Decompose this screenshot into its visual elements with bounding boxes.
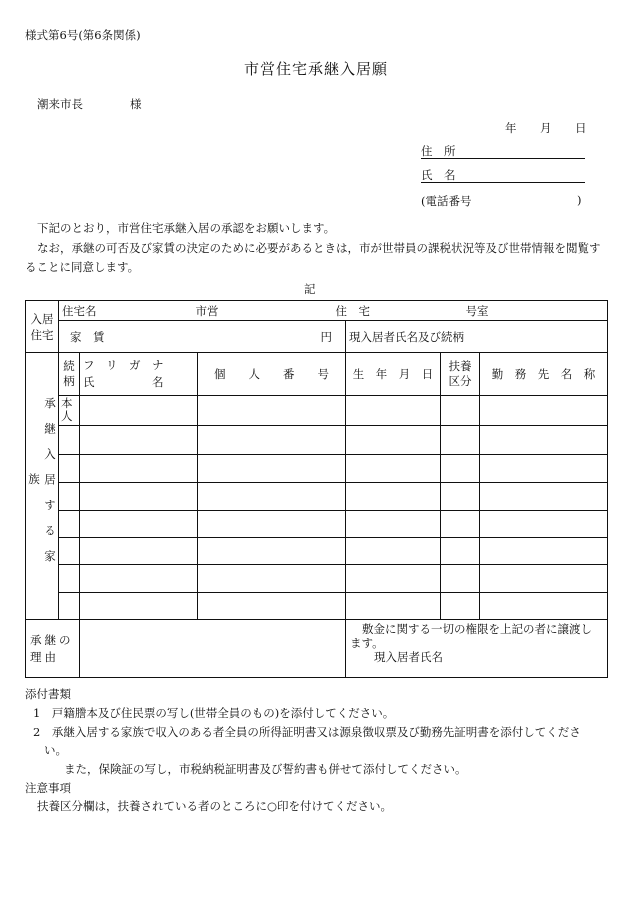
- number-cell[interactable]: [198, 565, 346, 593]
- name-cell[interactable]: [80, 455, 198, 483]
- relation-header: 続柄: [59, 353, 80, 396]
- dependent-cell[interactable]: [441, 396, 480, 426]
- room-label: 号室: [465, 303, 489, 318]
- name-cell[interactable]: [80, 396, 198, 426]
- name-cell[interactable]: [80, 593, 198, 620]
- name-cell[interactable]: [80, 426, 198, 455]
- birth-header: 生 年 月 日: [346, 353, 441, 396]
- address-label: 住 所: [421, 144, 456, 158]
- transfer-statement: [346, 620, 608, 678]
- table-row: [26, 538, 608, 565]
- housing-name-row[interactable]: [59, 301, 608, 321]
- workplace-cell[interactable]: [480, 426, 608, 455]
- dependent-cell[interactable]: [441, 483, 480, 511]
- dependent-cell[interactable]: [441, 538, 480, 565]
- paragraph-1: 下記のとおり，市営住宅承継入居の承認をお願いします。: [37, 221, 336, 235]
- table-row: [26, 426, 608, 455]
- number-cell[interactable]: [198, 426, 346, 455]
- name-cell[interactable]: [80, 565, 198, 593]
- name-cell[interactable]: [80, 483, 198, 511]
- relation-cell[interactable]: [59, 593, 80, 620]
- name-field[interactable]: [421, 167, 585, 183]
- phone-close: ): [577, 193, 582, 207]
- workplace-header: 勤 務 先 名 称: [480, 353, 608, 396]
- notes-heading: 注意事項: [25, 781, 71, 795]
- birth-cell[interactable]: [346, 511, 441, 538]
- table-row: [26, 593, 608, 620]
- relation-cell[interactable]: [59, 455, 80, 483]
- table-row: [26, 483, 608, 511]
- ki-label: 記: [304, 282, 316, 296]
- transfer-text: 敷金に関する一切の権限を上記の者に譲渡します。: [350, 622, 592, 650]
- relation-cell[interactable]: 本人: [59, 396, 80, 426]
- family-label: 承継入居する家族: [26, 353, 59, 620]
- dependent-cell[interactable]: [441, 426, 480, 455]
- relation-cell[interactable]: [59, 483, 80, 511]
- workplace-cell[interactable]: [480, 396, 608, 426]
- rent-label: 家 賃: [70, 329, 105, 344]
- address-field[interactable]: [421, 143, 585, 159]
- attachment-item-3: また，保険証の写し，市税納税証明書及び誓約書も併せて添付してください。: [64, 762, 467, 776]
- dependent-header: 扶養区分: [441, 353, 480, 396]
- jutaku-label: 住 宅: [335, 303, 370, 318]
- workplace-cell[interactable]: [480, 511, 608, 538]
- birth-cell[interactable]: [346, 538, 441, 565]
- name-cell[interactable]: [80, 511, 198, 538]
- dependent-cell[interactable]: [441, 455, 480, 483]
- attachment-item-2-cont: い。: [44, 743, 67, 757]
- housing-name-label: 住宅名: [62, 303, 97, 318]
- reason-field[interactable]: [80, 620, 346, 678]
- workplace-cell[interactable]: [480, 593, 608, 620]
- city-label: 市営: [195, 303, 219, 318]
- application-table: [25, 300, 608, 678]
- kanji-name-header: 氏 名: [83, 375, 164, 389]
- dependent-cell[interactable]: [441, 565, 480, 593]
- workplace-cell[interactable]: [480, 483, 608, 511]
- note-item-1: 扶養区分欄は，扶養されている者のところに○印を付けてください。: [37, 799, 393, 813]
- attachment-item-2: 2 承継入居する家族で収入のある者全員の所得証明書又は源泉徴収票及び勤務先証明書を添付してくださ: [33, 725, 581, 739]
- table-row: [26, 455, 608, 483]
- phone-label: (電話番号: [421, 194, 472, 208]
- table-row: [26, 565, 608, 593]
- date-day: 日: [575, 121, 587, 135]
- yen-label: 円: [320, 329, 332, 344]
- relation-cell[interactable]: [59, 565, 80, 593]
- birth-cell[interactable]: [346, 593, 441, 620]
- workplace-cell[interactable]: [480, 455, 608, 483]
- paragraph-3: ることに同意します。: [25, 260, 140, 274]
- current-resident-name-label: 現入居者氏名: [374, 650, 443, 664]
- table-row: [26, 396, 608, 426]
- date-year: 年: [505, 121, 517, 135]
- workplace-cell[interactable]: [480, 538, 608, 565]
- name-header: [80, 353, 198, 396]
- relation-cell[interactable]: [59, 538, 80, 565]
- number-cell[interactable]: [198, 538, 346, 565]
- current-resident-label: 現入居者氏名及び続柄: [346, 321, 608, 353]
- birth-cell[interactable]: [346, 483, 441, 511]
- page-title: 市営住宅承継入居願: [244, 60, 389, 78]
- relation-cell[interactable]: [59, 426, 80, 455]
- number-header: 個 人 番 号: [198, 353, 346, 396]
- number-cell[interactable]: [198, 511, 346, 538]
- reason-label: 承継の理由: [26, 620, 80, 678]
- workplace-cell[interactable]: [480, 565, 608, 593]
- form-number: 様式第6号(第6条関係): [25, 28, 141, 42]
- number-cell[interactable]: [198, 593, 346, 620]
- number-cell[interactable]: [198, 483, 346, 511]
- number-cell[interactable]: [198, 396, 346, 426]
- addressee-honorific: 様: [130, 97, 142, 111]
- addressee-name: 潮来市長: [37, 97, 83, 111]
- furigana-header: フ リ ガ ナ: [83, 358, 164, 372]
- relation-cell[interactable]: [59, 511, 80, 538]
- table-row: [26, 511, 608, 538]
- birth-cell[interactable]: [346, 426, 441, 455]
- dependent-cell[interactable]: [441, 593, 480, 620]
- residence-label: 入居住宅: [26, 301, 59, 353]
- name-label: 氏 名: [421, 168, 456, 182]
- birth-cell[interactable]: [346, 565, 441, 593]
- name-cell[interactable]: [80, 538, 198, 565]
- birth-cell[interactable]: [346, 396, 441, 426]
- paragraph-2: なお，承継の可否及び家賃の決定のために必要があるときは，市が世帯員の課税状況等及び世帯情報を閲覧す: [37, 241, 601, 255]
- attachment-item-1: 1 戸籍謄本及び住民票の写し(世帯全員のもの)を添付してください。: [33, 706, 395, 720]
- dependent-cell[interactable]: [441, 511, 480, 538]
- attachments-heading: 添付書類: [25, 687, 71, 701]
- number-cell[interactable]: [198, 455, 346, 483]
- birth-cell[interactable]: [346, 455, 441, 483]
- rent-field[interactable]: [59, 321, 346, 353]
- date-month: 月: [540, 121, 552, 135]
